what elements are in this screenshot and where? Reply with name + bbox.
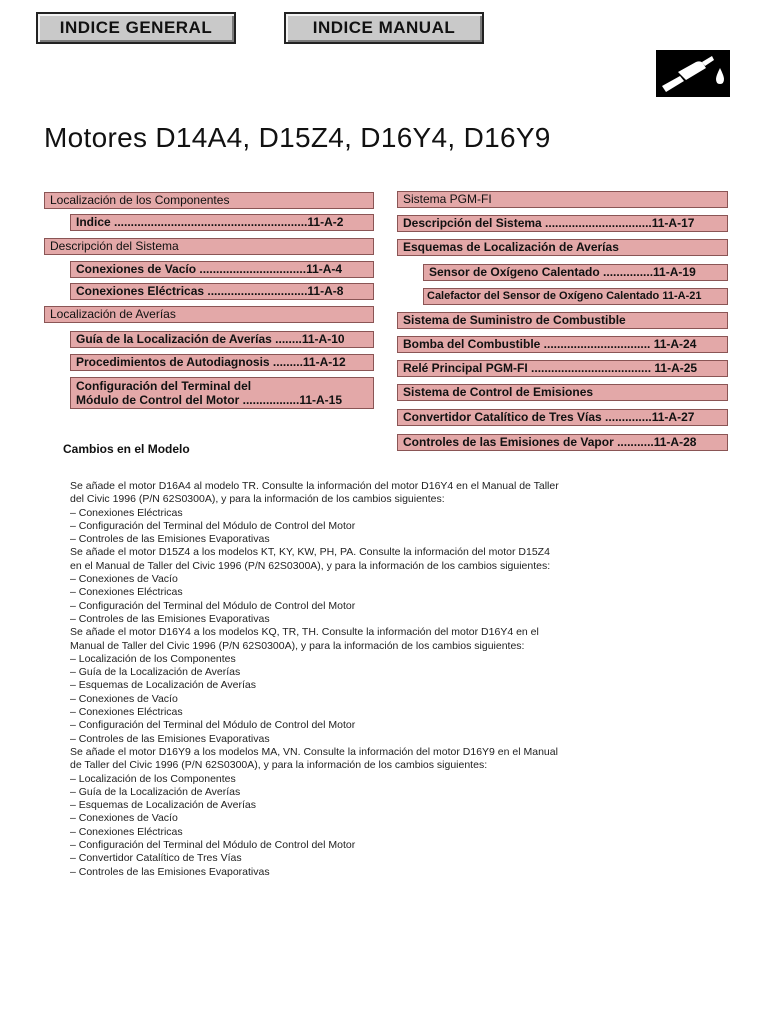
changes-line: – Conexiones Eléctricas [70,586,183,599]
changes-line: de Taller del Civic 1996 (P/N 62S0300A), y para la información de los cambios siguientes: [70,759,488,772]
link-configuracion-terminal-line2: Módulo de Control del Motor .................11-A-15 [76,393,343,407]
changes-line: – Conexiones de Vacío [70,812,178,825]
link-controles-emisiones-vapor[interactable]: Controles de las Emisiones de Vapor ...........11-A-28 [397,434,728,451]
changes-line: – Localización de los Componentes [70,772,236,785]
link-sistema-control-emisiones[interactable]: Sistema de Control de Emisiones [397,384,728,401]
changes-line: – Configuración del Terminal del Módulo de Control del Motor [70,839,356,852]
changes-line: – Conexiones Eléctricas [70,506,183,519]
changes-line: – Esquemas de Localización de Averías [70,679,257,692]
link-descripcion-sistema-pgm[interactable]: Descripción del Sistema ................................11-A-17 [397,215,728,232]
link-sistema-pgm-fi[interactable]: Sistema PGM-FI [397,191,728,208]
changes-heading: Cambios en el Modelo [63,442,190,456]
link-sistema-suministro-combustible[interactable]: Sistema de Suministro de Combustible [397,312,728,329]
changes-body [70,480,640,879]
changes-line: – Guía de la Localización de Averías [70,666,241,679]
changes-line: – Configuración del Terminal del Módulo de Control del Motor [70,719,356,732]
changes-line: – Configuración del Terminal del Módulo de Control del Motor [70,599,356,612]
link-configuracion-terminal[interactable] [70,377,374,409]
changes-line: Se añade el motor D16Y4 a los modelos KQ, TR, TH. Consulte la información del motor D16Y4 en el [70,626,539,639]
changes-line: Se añade el motor D16Y9 a los modelos MA, VN. Consulte la información del motor D16Y9 en el Manual [70,745,558,758]
link-configuracion-terminal-line1: Configuración del Terminal del [76,379,252,393]
page-title: Motores D14A4, D15Z4, D16Y4, D16Y9 [44,122,551,153]
changes-line: – Controles de las Emisiones Evaporativas [70,865,270,878]
link-bomba-combustible[interactable]: Bomba del Combustible ................................ 11-A-24 [397,336,728,353]
changes-line: en el Manual de Taller del Civic 1996 (P/N 62S0300A), y para la información de los cambios siguientes: [70,559,551,572]
link-conexiones-vacio[interactable]: Conexiones de Vacío ................................11-A-4 [70,261,374,278]
link-convertidor-catalitico[interactable]: Convertidor Catalítico de Tres Vías ..............11-A-27 [397,409,728,426]
changes-line: – Conexiones de Vacío [70,573,178,586]
link-indice[interactable]: Indice ..........................................................11-A-2 [70,214,374,231]
changes-line: – Configuración del Terminal del Módulo de Control del Motor [70,519,356,532]
indice-general-button[interactable]: INDICE GENERAL [36,12,236,44]
link-conexiones-electricas[interactable]: Conexiones Eléctricas ..............................11-A-8 [70,283,374,300]
link-localizacion-componentes[interactable]: Localización de los Componentes [44,192,374,209]
changes-line: Manual de Taller del Civic 1996 (P/N 62S0300A), y para la información de los cambios siguientes: [70,639,525,652]
changes-line: – Localización de los Componentes [70,652,236,665]
changes-line: – Controles de las Emisiones Evaporativas [70,612,270,625]
changes-line: – Convertidor Catalítico de Tres Vías [70,852,242,865]
link-descripcion-sistema[interactable]: Descripción del Sistema [44,238,374,255]
link-localizacion-averias[interactable]: Localización de Averías [44,306,374,323]
changes-line: Se añade el motor D16A4 al modelo TR. Consulte la información del motor D16Y4 en el Manual de Taller [70,480,559,492]
changes-line: – Guía de la Localización de Averías [70,785,241,798]
changes-line: – Conexiones Eléctricas [70,825,183,838]
indice-manual-button[interactable]: INDICE MANUAL [284,12,484,44]
link-calefactor-sensor-oxigeno[interactable]: Calefactor del Sensor de Oxígeno Calentado 11-A-21 [423,288,728,305]
changes-line: – Controles de las Emisiones Evaporativas [70,533,270,546]
changes-line: – Conexiones Eléctricas [70,706,183,719]
changes-line: del Civic 1996 (P/N 62S0300A), y para la información de los cambios siguientes: [70,493,445,506]
fuel-nozzle-icon [656,50,730,97]
link-sensor-oxigeno[interactable]: Sensor de Oxígeno Calentado ...............11-A-19 [423,264,728,281]
link-guia-localizacion-averias[interactable]: Guía de la Localización de Averías ........11-A-10 [70,331,374,348]
link-rele-principal[interactable]: Relé Principal PGM-FI .................................... 11-A-25 [397,360,728,377]
changes-line: – Esquemas de Localización de Averías [70,799,257,812]
changes-line: – Controles de las Emisiones Evaporativas [70,732,270,745]
link-esquemas-localizacion-averias[interactable]: Esquemas de Localización de Averías [397,239,728,256]
changes-line: Se añade el motor D15Z4 a los modelos KT, KY, KW, PH, PA. Consulte la información del motor D15Z4 [70,546,550,559]
link-procedimientos-autodiagnosis[interactable]: Procedimientos de Autodiagnosis .........11-A-12 [70,354,374,371]
changes-line: – Conexiones de Vacío [70,692,178,705]
